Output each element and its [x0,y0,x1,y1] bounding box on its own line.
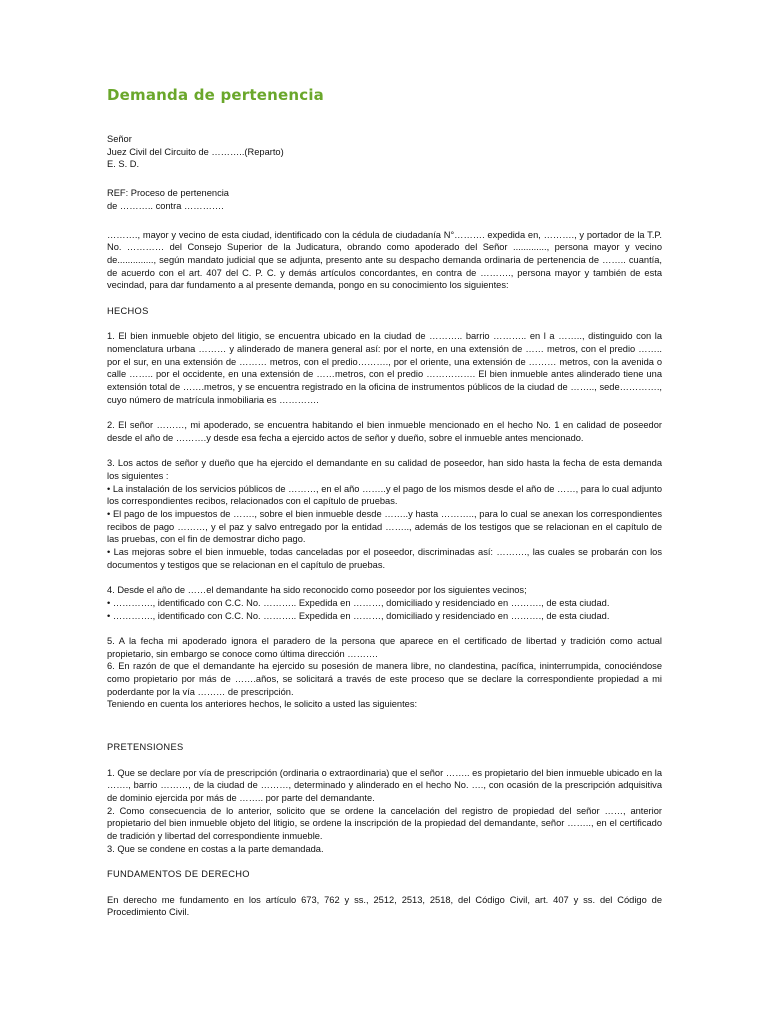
hecho-4-intro: 4. Desde el año de ……el demandante ha sido reconocido como poseedor por los siguientes vecinos; [107,585,527,596]
hecho-6: 6. En razón de que el demandante ha ejercido su posesión de manera libre, no clandestina, pacífica, ininterrumpida, conociéndose como propietario por más de …….años, se solicitará a través de este proceso que se declare la correspondiente propiedad a mi poderdante por la vía ……… de prescripción. [107,661,662,697]
hecho-3-bullet: • El pago de los impuestos de ……., sobre el bien inmueble desde ……..y hasta ……….., para lo cual se anexan los correspondientes recibos de pago ………, y el paz y salvo entregado por la entidad …….., además de los testigos que se relacionan en el capítulo de las pruebas, con el fin de demostrar dicho pago. [107,508,662,545]
intro-paragraph: ………., mayor y vecino de esta ciudad, identificado con la cédula de ciudadanía N°………. expedida en, ………., y portador de la T.P. No. ………… del Consejo Superior de la Judicatura, obrando como apoderado del Señor ............., persona mayor y vecino de.............., según mandato judicial que se adjunta, presento ante su despacho demanda ordinaria de pertenencia de …….. cuantía, de acuerdo con el art. 407 del C. P. C. y demás artículos concordantes, en contra de ………., persona mayor y también de esta vecindad, para dar fundamento a al presente demanda, pongo en su conocimiento los siguientes: [107,229,662,291]
hecho-1: 1. El bien inmueble objeto del litigio, se encuentra ubicado en la ciudad de ……….. barrio ……….. en l a …….., distinguido con la nomenclatura urbana ……… y alinderado de manera general así: por el norte, en una extensión de …… metros, con el predio …….. por el sur, en una extensión de ……… metros, con el predio………., por el oriente, una extensión de ……… metros, con la avenida o calle …….. por el occidente, en una extensión de ……metros, con el predio ……………. El bien inmueble antes alinderado tiene una extensión total de …….metros, y se encuentra registrado en la oficina de instrumentos públicos de la ciudad de …….., sede…………., cuyo número de matrícula inmobiliaria es …………. [107,331,662,405]
pretension-1: 1. Que se declare por vía de prescripción (ordinaria o extraordinaria) que el señor …….. es propietario del bien inmueble ubicado en la ……., barrio ………, de la ciudad de ………, determinado y alinderado en el hecho No. …., con ocasión de la prescripción adquisitiva de dominio ejercida por más de …….. por parte del demandante. [107,767,662,803]
pretension-2: 2. Como consecuencia de lo anterior, solicito que se ordene la cancelación del registro de propiedad del señor ……, anterior propietario del bien inmueble objeto del litigio, se ordene la inscripción de la propiedad del demandante, señor …….., en el certificado de tradición y libertad del correspondiente inmueble. [107,805,662,842]
hechos-heading: HECHOS [107,305,149,316]
reference-line: de ……….. contra …………. [107,200,224,211]
address-line: Señor [107,134,132,144]
hecho-3-bullet: • La instalación de los servicios públicos de ………, en el año ……..y el pago de los mismos desde el año de ……, para lo cual adjunto los correspondientes recibos, relacionados con el capítulo de pruebas. [107,483,662,507]
reference-line: REF: Proceso de pertenencia [107,188,229,199]
fundamentos-paragraph: En derecho me fundamento en los artículo 673, 762 y ss., 2512, 2513, 2518, del Código Civil, art. 407 y ss. del Código de Procedimiento Civil. [107,894,662,918]
hecho-3-intro: 3. Los actos de señor y dueño que ha ejercido el demandante en su calidad de poseedor, han sido hasta la fecha de esta demanda los siguientes : [107,458,662,481]
pretension-3: 3. Que se condene en costas a la parte demandada. [107,843,324,854]
hecho-4-bullet: • …………., identificado con C.C. No. ……….. Expedida en ………, domiciliado y residenciado en ………., de esta ciudad. [107,610,610,621]
address-line: E. S. D. [107,159,140,170]
address-line: Juez Civil del Circuito de ………..(Reparto) [107,146,284,157]
fundamentos-heading: FUNDAMENTOS DE DERECHO [107,869,250,880]
document-title: Demanda de pertenencia [107,86,325,104]
hecho-4-bullet: • …………., identificado con C.C. No. ……….. Expedida en ………, domiciliado y residenciado en ………., de esta ciudad. [107,597,610,608]
hechos-closing: Teniendo en cuenta los anteriores hechos, le solicito a usted las siguientes: [107,699,418,710]
hecho-3-bullet: • Las mejoras sobre el bien inmueble, todas canceladas por el poseedor, discriminadas así: ………., las cuales se probarán con los documentos y testigos que se relacionan en el capítulo de pruebas. [107,547,662,570]
pretensiones-heading: PRETENSIONES [107,742,184,753]
hecho-5: 5. A la fecha mi apoderado ignora el paradero de la persona que aparece en el certificado de libertad y tradición como actual propietario, sin embargo se conoce como última dirección ………. [107,635,662,659]
hecho-2: 2. El señor ………, mi apoderado, se encuentra habitando el bien inmueble mencionado en el hecho No. 1 en calidad de poseedor desde el año de ……….y desde esa fecha a ejercido actos de señor y dueño, sobre el inmueble antes mencionado. [107,420,662,443]
document-body [107,133,662,919]
